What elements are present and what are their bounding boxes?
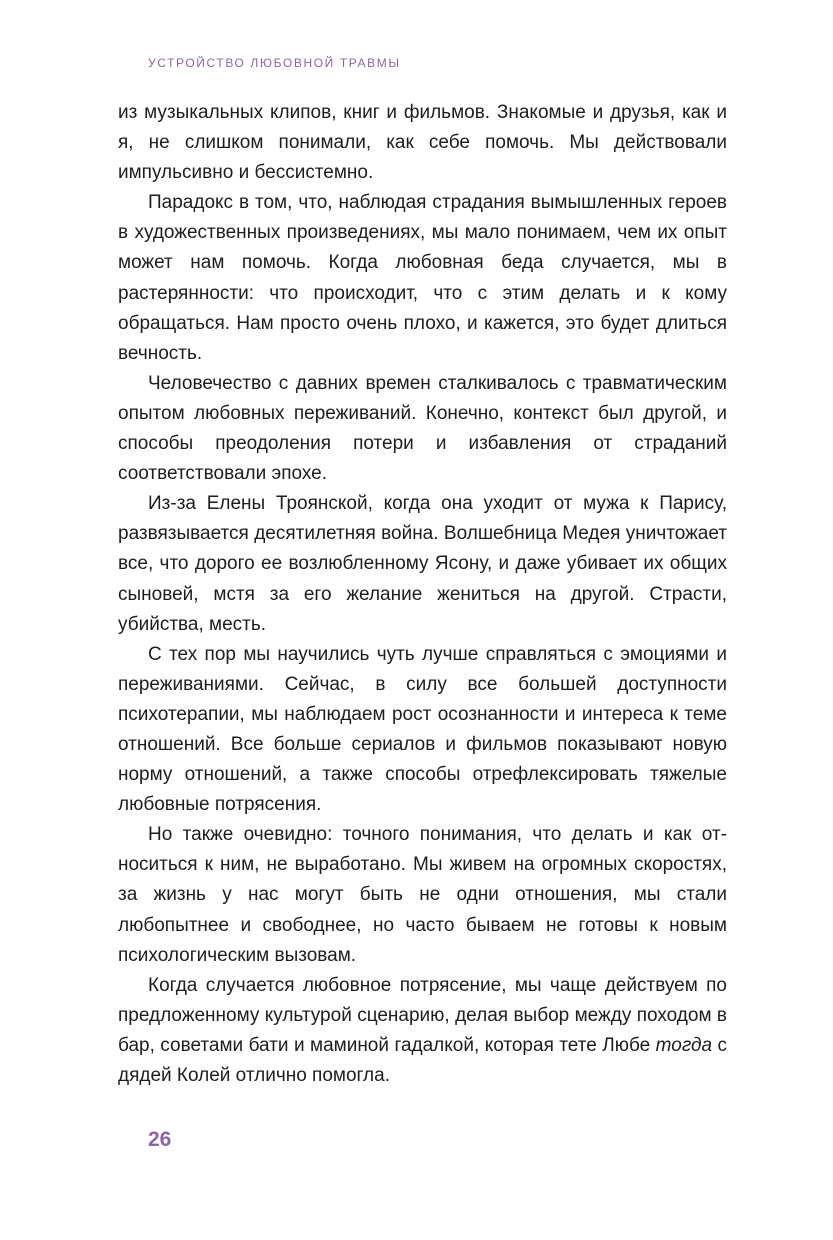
- paragraph-7: [118, 971, 727, 1091]
- paragraph-7-emphasis: тогда: [655, 1034, 713, 1056]
- paragraph-6: Но также очевидно: точного понимания, что делать и как относиться к ним, не выработано. Мы живем на огромных скоростях, за жизнь у нас могут быть не одни отношения, мы стали любопытнее и свободнее, но часто бываем не готовы к новым психологическим вызовам.: [118, 824, 727, 966]
- paragraph-2: Парадокс в том, что, наблюдая страдания вымышленных героев в художественных произведениях, мы мало понимаем, чем их опыт может нам помочь. Когда любовная беда случается, мы в растерянности: что происходит, что с этим делать и к кому обращаться. Нам просто очень плохо, и кажется, это будет длиться вечность.: [118, 192, 727, 364]
- paragraph-4: Из-за Елены Троянской, когда она уходит от мужа к Парису, развязывается десятилетняя война. Волшебница Медея уничтожает все, что дорого ее возлюбленному Ясону, и даже убивает их общих сыновей, мстя за его желание жениться на другой. Страсти, убийства, месть.: [118, 493, 727, 635]
- paragraph-5: С тех пор мы научились чуть лучше справляться с эмоциями и переживаниями. Сейчас, в силу все большей доступности психотерапии, мы наблюдаем рост осознанности и интереса к теме отношений. Все больше сериалов и фильмов показывают новую норму отношений, а также способы отрефлексировать тяжелые любовные потрясения.: [118, 643, 727, 816]
- body-text: [118, 98, 727, 1091]
- paragraph-7-text-end: с дядей Колей отлично помогла.: [118, 1034, 727, 1086]
- paragraph-7-text-start: Когда случается любовное потрясение, мы чаще действуем по предложенному культурой сценарию, делая выбор между походом в бар, советами бати и маминой гадалкой, которая тете Любе: [118, 974, 727, 1056]
- paragraph-1: из музыкальных клипов, книг и фильмов. Знакомые и друзья, как и я, не слишком понимали, как себе помочь. Мы действовали импульсивно и бессистемно.: [118, 102, 727, 184]
- running-head: УСТРОЙСТВО ЛЮБОВНОЙ ТРАВМЫ: [148, 56, 401, 70]
- paragraph-3: Человечество с давних времен сталкивалось с травматическим опытом любовных переживаний. Конечно, контекст был другой, и способы преодоления потери и избавления от страданий соответствовали эпохе.: [118, 372, 727, 485]
- page-number: 26: [148, 1128, 172, 1151]
